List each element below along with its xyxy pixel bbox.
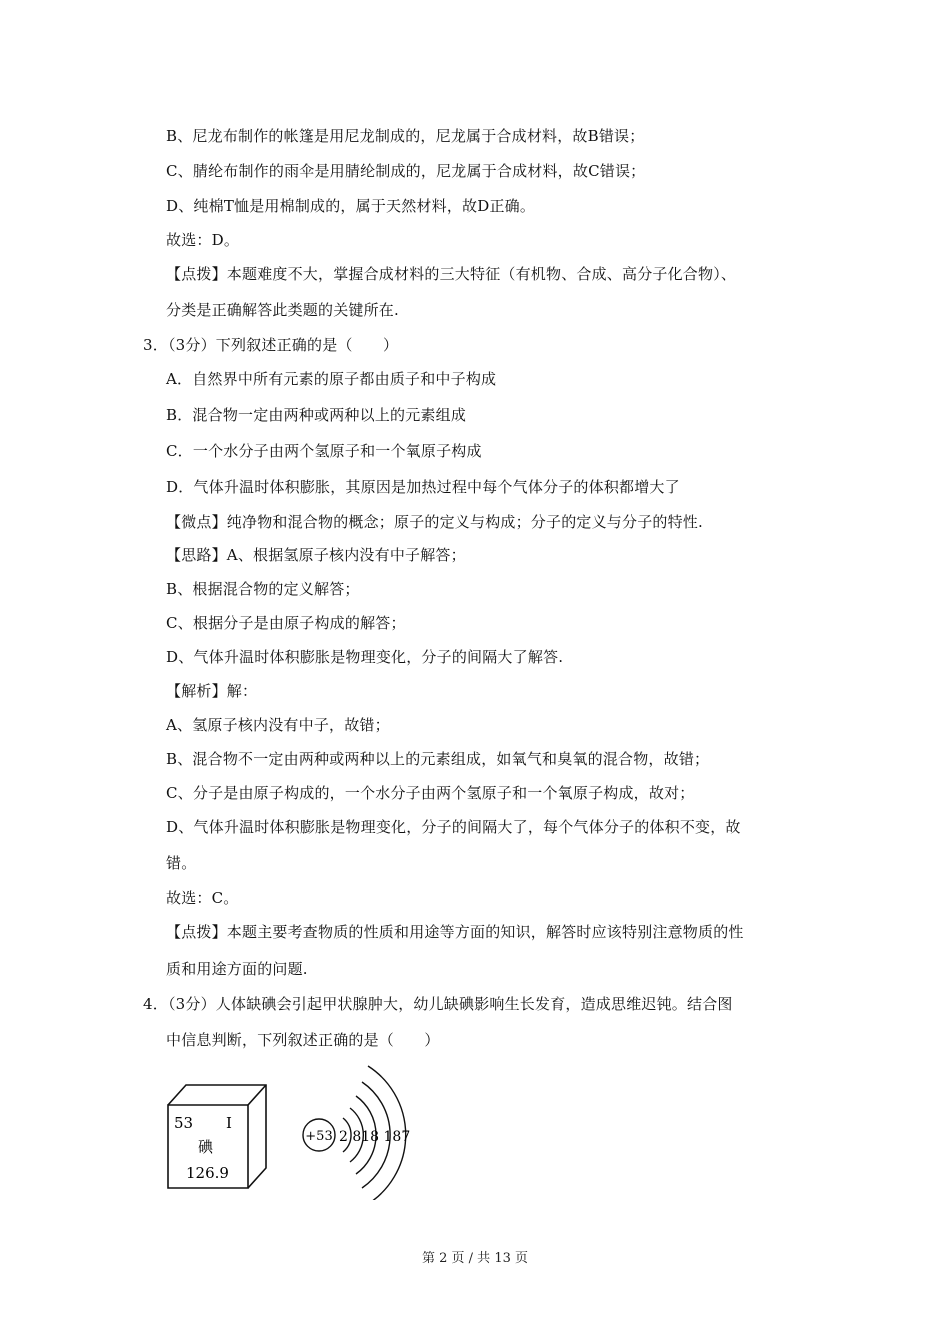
text-line-3: D、纯棉T恤是用棉制成的，属于天然材料，故D正确。 [166, 197, 536, 215]
nucleus-charge: +53 [305, 1129, 333, 1144]
option-c: C．一个水分子由两个氢原子和一个氧原子构成 [166, 442, 482, 460]
analysis-line-d: D、气体升温时体积膨胀是物理变化，分子的间隔大了，每个气体分子的体积不变，故 [166, 818, 741, 836]
analysis-heading: 【解析】解： [166, 682, 258, 700]
comment-line-2: 质和用途方面的问题. [166, 960, 308, 978]
text-line-4: 故选：D。 [166, 231, 240, 249]
question-4-stem-cont: 中信息判断，下列叙述正确的是（ ） [166, 1031, 440, 1049]
key-points: 【微点】纯净物和混合物的概念；原子的定义与构成；分子的定义与分子的特性. [166, 513, 703, 531]
text-line-1: B、尼龙布制作的帐篷是用尼龙制成的，尼龙属于合成材料，故B错误； [166, 127, 645, 145]
analysis-line-d-cont: 错。 [166, 854, 197, 872]
question-4-stem: 4．（3分）人体缺碘会引起甲状腺肿大，幼儿缺碘影响生长发育，造成思维迟钝。结合图 [143, 995, 733, 1013]
approach-line-3: C、根据分子是由原子构成的解答； [166, 614, 406, 632]
element-symbol: I [226, 1114, 232, 1132]
atomic-number: 53 [174, 1114, 194, 1132]
question-3-stem: 3．（3分）下列叙述正确的是（ ） [143, 336, 399, 354]
approach-line-4: D、气体升温时体积膨胀是物理变化，分子的间隔大了解答. [166, 648, 564, 666]
analysis-line-b: B、混合物不一定由两种或两种以上的元素组成，如氧气和臭氧的混合物，故错； [166, 750, 710, 768]
iodine-diagram [160, 1060, 430, 1200]
text-line-6: 分类是正确解答此类题的关键所在. [166, 301, 399, 319]
option-a: A．自然界中所有元素的原子都由质子和中子构成 [166, 370, 497, 388]
option-b: B．混合物一定由两种或两种以上的元素组成 [166, 406, 467, 424]
text-line-5: 【点拨】本题难度不大，掌握合成材料的三大特征（有机物、合成、高分子化合物）、 [166, 265, 737, 283]
answer-line: 故选：C。 [166, 889, 239, 907]
element-name: 碘 [198, 1138, 214, 1156]
comment-line-1: 【点拨】本题主要考查物质的性质和用途等方面的知识，解答时应该特别注意物质的性 [166, 923, 744, 941]
shell-electrons: 2 818 187 [339, 1129, 411, 1145]
analysis-line-c: C、分子是由原子构成的，一个水分子由两个氢原子和一个氧原子构成，故对； [166, 784, 695, 802]
atomic-mass: 126.9 [186, 1164, 229, 1182]
option-d: D．气体升温时体积膨胀，其原因是加热过程中每个气体分子的体积都增大了 [166, 478, 680, 496]
text-line-2: C、腈纶布制作的雨伞是用腈纶制成的，尼龙属于合成材料，故C错误； [166, 162, 646, 180]
analysis-line-a: A、氢原子核内没有中子，故错； [166, 716, 390, 734]
page-footer: 第 2 页 / 共 13 页 [422, 1251, 528, 1266]
iodine-figure [160, 1060, 430, 1200]
approach-line-1: 【思路】A、根据氢原子核内没有中子解答； [166, 546, 466, 564]
approach-line-2: B、根据混合物的定义解答； [166, 580, 360, 598]
